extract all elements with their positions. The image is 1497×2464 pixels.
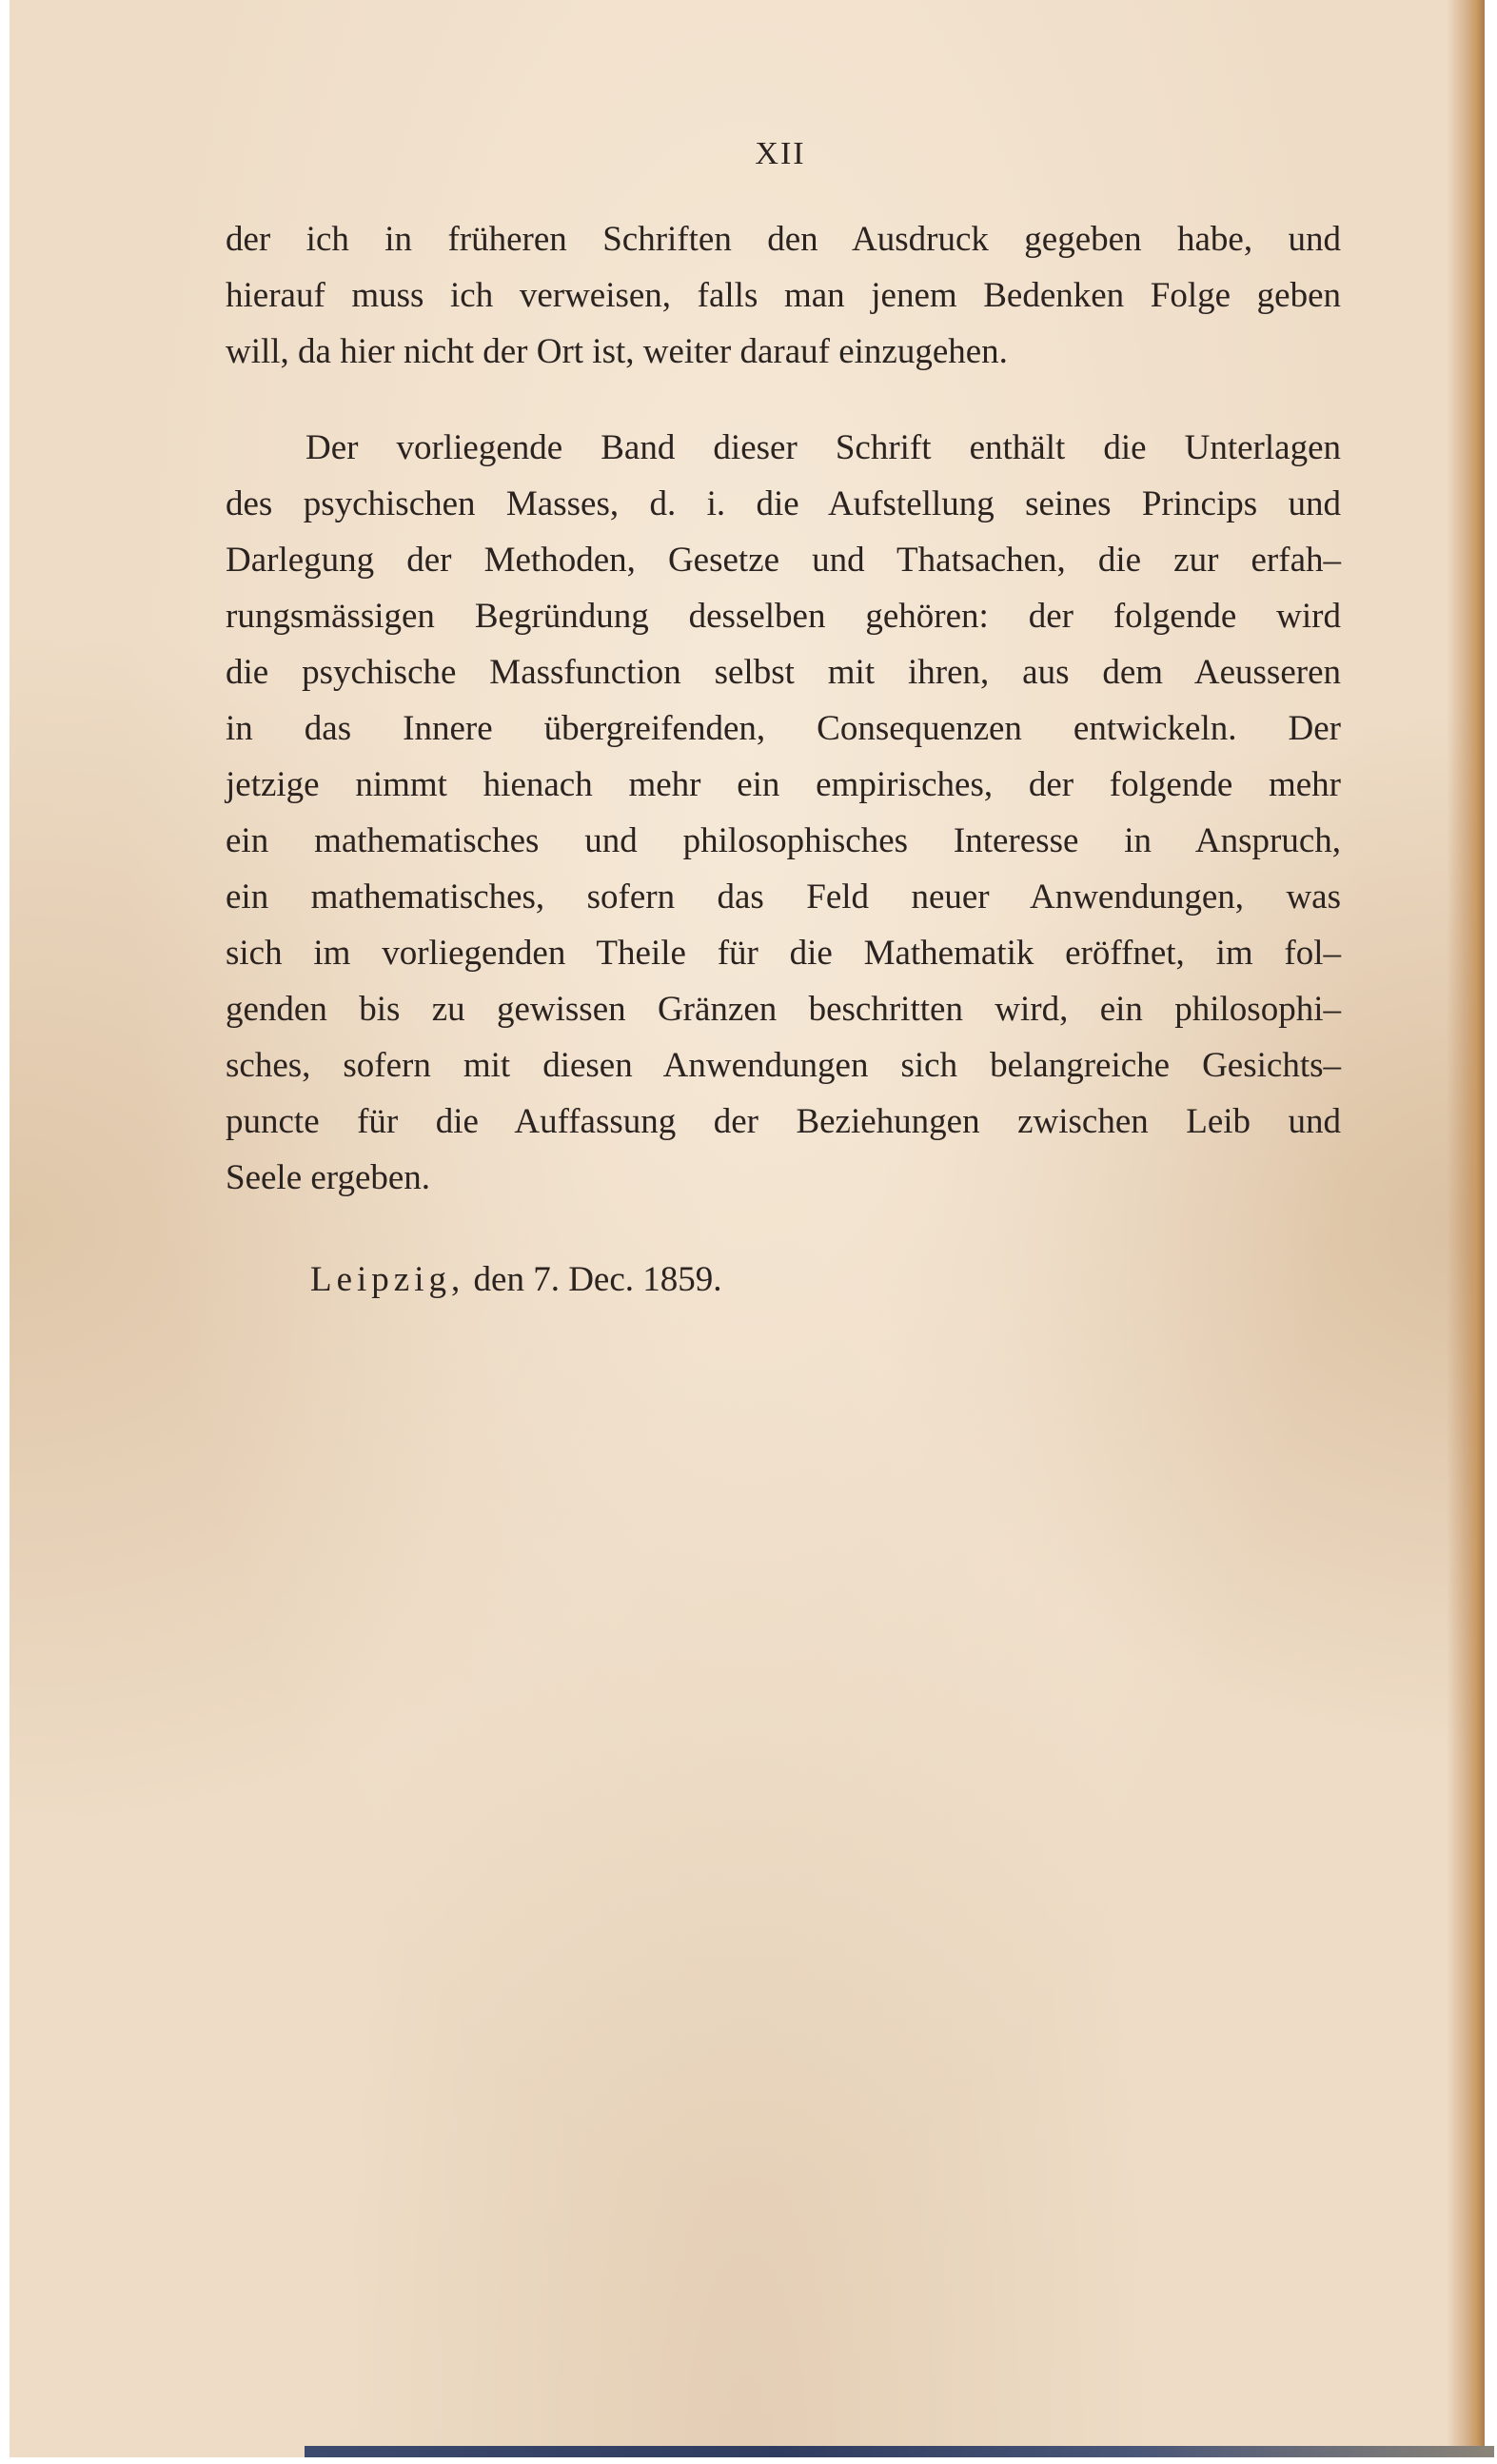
text-line: die psychische Massfunction selbst mit ihren, aus dem Aeusseren (226, 653, 1341, 692)
text-line: sich im vorliegenden Theile für die Mathematik eröffnet, im fol– (226, 934, 1341, 973)
page-fore-edge (1447, 0, 1485, 2457)
signature-date: den 7. Dec. 1859. (473, 1260, 722, 1299)
text-line: rungsmässigen Begründung desselben gehören: der folgende wird (226, 597, 1341, 636)
paragraph-2 (226, 420, 1341, 1206)
text-line: will, da hier nicht der Ort ist, weiter darauf einzugehen. (226, 332, 1008, 371)
body-text (226, 211, 1341, 1206)
text-line: Seele ergeben. (226, 1158, 431, 1197)
text-line: hierauf muss ich verweisen, falls man jenem Bedenken Folge geben (226, 276, 1341, 315)
paragraph-1 (226, 211, 1341, 380)
text-line: der ich in früheren Schriften den Ausdruck gegeben habe, und (226, 220, 1341, 259)
text-line: ein mathematisches, sofern das Feld neuer Anwendungen, was (226, 877, 1341, 917)
text-line: in das Innere übergreifenden, Consequenzen entwickeln. Der (226, 709, 1341, 748)
paragraph-gap (226, 380, 1341, 420)
scan-bottom-edge (305, 2446, 1494, 2457)
text-line: ein mathematisches und philosophisches Interesse in Anspruch, (226, 821, 1341, 860)
signature-place: Leipzig, (310, 1260, 465, 1299)
text-line: genden bis zu gewissen Gränzen beschritten wird, ein philosophi– (226, 990, 1341, 1029)
text-line: sches, sofern mit diesen Anwendungen sich belangreiche Gesichts– (226, 1046, 1341, 1085)
page-number: XII (755, 136, 806, 171)
text-line: Der vorliegende Band dieser Schrift enthält die Unterlagen (305, 428, 1341, 467)
signature-line (310, 1252, 722, 1308)
text-line: Darlegung der Methoden, Gesetze und Thatsachen, die zur erfah– (226, 541, 1341, 580)
text-line: puncte für die Auffassung der Beziehungen zwischen Leib und (226, 1102, 1341, 1141)
text-line: des psychischen Masses, d. i. die Aufstellung seines Princips und (226, 484, 1341, 523)
text-line: jetzige nimmt hienach mehr ein empirisches, der folgende mehr (226, 765, 1341, 804)
